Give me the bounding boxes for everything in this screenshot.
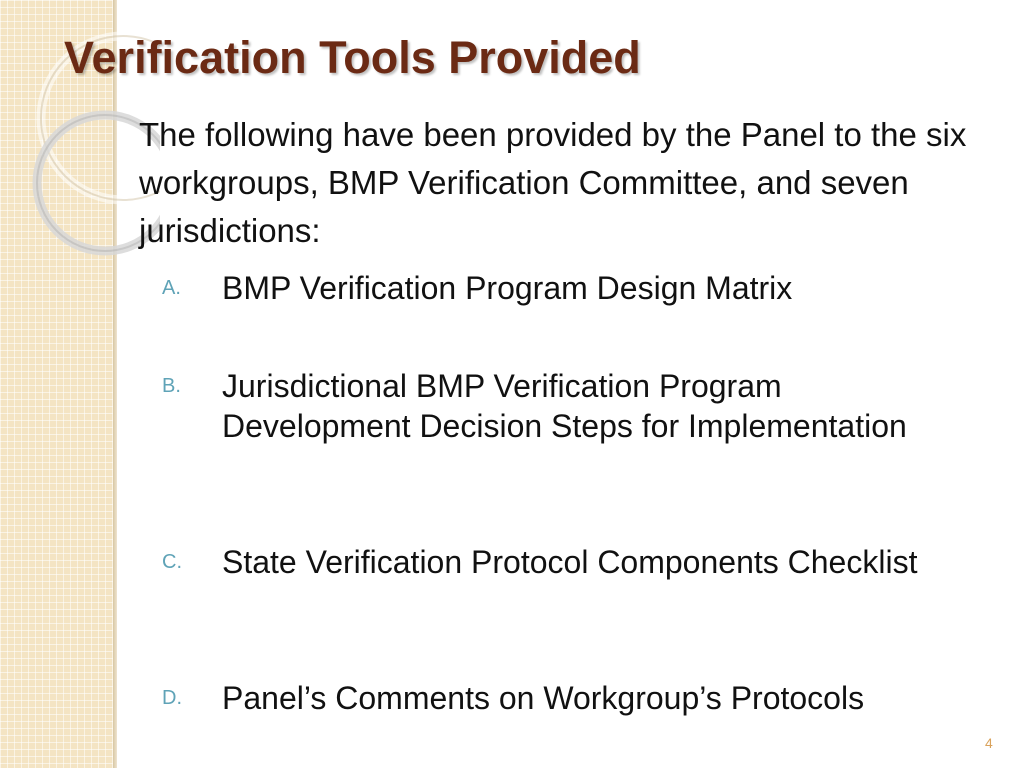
list-item-text: Panel’s Comments on Workgroup’s Protocols	[222, 680, 865, 716]
list-item-text: BMP Verification Program Design Matrix	[222, 270, 793, 306]
list-item	[162, 366, 972, 446]
list-marker: D.	[162, 687, 182, 709]
list-marker: A.	[162, 277, 181, 299]
list-item-text: State Verification Protocol Components Checklist	[222, 544, 918, 580]
list-item-text: Jurisdictional BMP Verification Program Development Decision Steps for Implementation	[222, 368, 907, 444]
list-item	[162, 678, 972, 718]
intro-text: The following have been provided by the Panel to the six workgroups, BMP Verification Committee, and seven jurisdictions:	[139, 116, 967, 249]
list-item	[162, 542, 972, 582]
list-item	[162, 268, 972, 308]
slide-title: Verification Tools Provided	[64, 32, 641, 83]
page-number: 4	[985, 735, 993, 751]
list-marker: C.	[162, 551, 182, 573]
list-marker: B.	[162, 375, 181, 397]
